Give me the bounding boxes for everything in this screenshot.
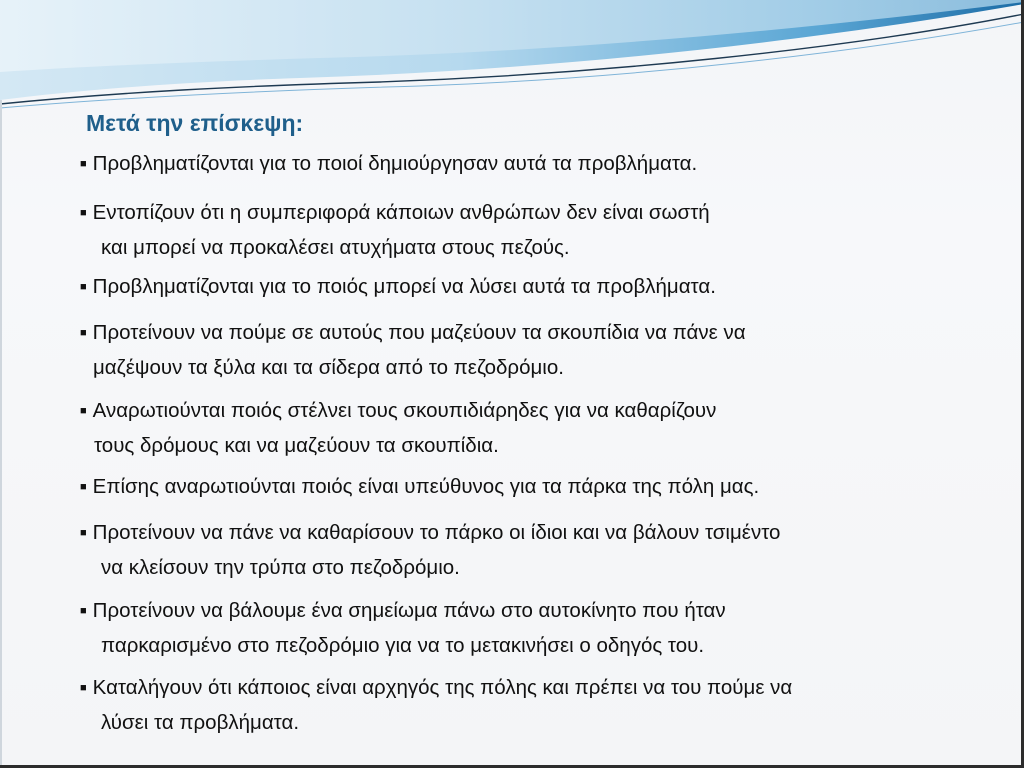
slide-title: Μετά την επίσκεψη: — [86, 110, 304, 136]
bullet-marker: ■ — [80, 481, 87, 493]
bullet-item-9 — [80, 672, 792, 738]
bullet-item-2 — [80, 197, 710, 263]
bullet-item-1 — [80, 148, 697, 183]
bullet-marker: ■ — [80, 327, 87, 339]
bullet-text: Αναρωτιούνται ποιός στέλνει τους σκουπιδιάρηδες για να καθαρίζουν — [92, 399, 717, 422]
bullet-text-continued: και μπορεί να προκαλέσει ατυχήματα στους πεζούς. — [101, 236, 570, 259]
bullet-text-continued: μαζέψουν τα ξύλα και τα σίδερα από το πεζοδρόμιο. — [93, 356, 564, 379]
bullet-marker: ■ — [80, 527, 87, 539]
bullet-text: Προτείνουν να βάλουμε ένα σημείωμα πάνω στο αυτοκίνητο που ήταν — [92, 599, 726, 622]
bullet-text: Προτείνουν να πούμε σε αυτούς που μαζεύουν τα σκουπίδια να πάνε να — [92, 321, 746, 344]
bullet-text-continued: λύσει τα προβλήματα. — [101, 711, 300, 734]
bullet-marker: ■ — [80, 605, 87, 617]
bullet-marker: ■ — [80, 405, 87, 417]
bullet-text: Καταλήγουν ότι κάποιος είναι αρχηγός της πόλης και πρέπει να του πούμε να — [92, 676, 793, 699]
bullet-item-7 — [80, 517, 780, 583]
bullet-marker: ■ — [80, 281, 87, 293]
bullet-text: Προβληματίζονται για το ποιός μπορεί να λύσει αυτά τα προβλήματα. — [92, 275, 716, 298]
bullet-text: Προβληματίζονται για το ποιοί δημιούργησαν αυτά τα προβλήματα. — [92, 152, 698, 175]
bullet-marker: ■ — [80, 682, 87, 694]
bullet-item-6 — [80, 471, 759, 506]
bullet-text-continued: παρκαρισμένο στο πεζοδρόμιο για να το μετακινήσει ο οδηγός του. — [101, 634, 705, 657]
bullet-text: Επίσης αναρωτιούνται ποιός είναι υπεύθυνος για τα πάρκα της πόλη μας. — [92, 475, 760, 498]
bullet-text: Εντοπίζουν ότι η συμπεριφορά κάποιων ανθρώπων δεν είναι σωστή — [92, 201, 710, 224]
bullet-text: Προτείνουν να πάνε να καθαρίσουν το πάρκο οι ίδιοι και να βάλουν τσιμέντο — [92, 521, 781, 544]
bullet-marker: ■ — [80, 207, 87, 219]
bullet-text-continued: να κλείσουν την τρύπα στο πεζοδρόμιο. — [101, 556, 460, 579]
bullet-item-4 — [80, 317, 746, 383]
bullet-item-3 — [80, 271, 716, 306]
bullet-item-8 — [80, 595, 726, 661]
header-wave-decoration — [0, 0, 1024, 120]
bullet-item-5 — [80, 395, 716, 461]
bullet-text-continued: τους δρόμους και να μαζεύουν τα σκουπίδια. — [94, 434, 499, 457]
left-border — [0, 100, 2, 768]
bullet-marker: ■ — [80, 158, 87, 170]
